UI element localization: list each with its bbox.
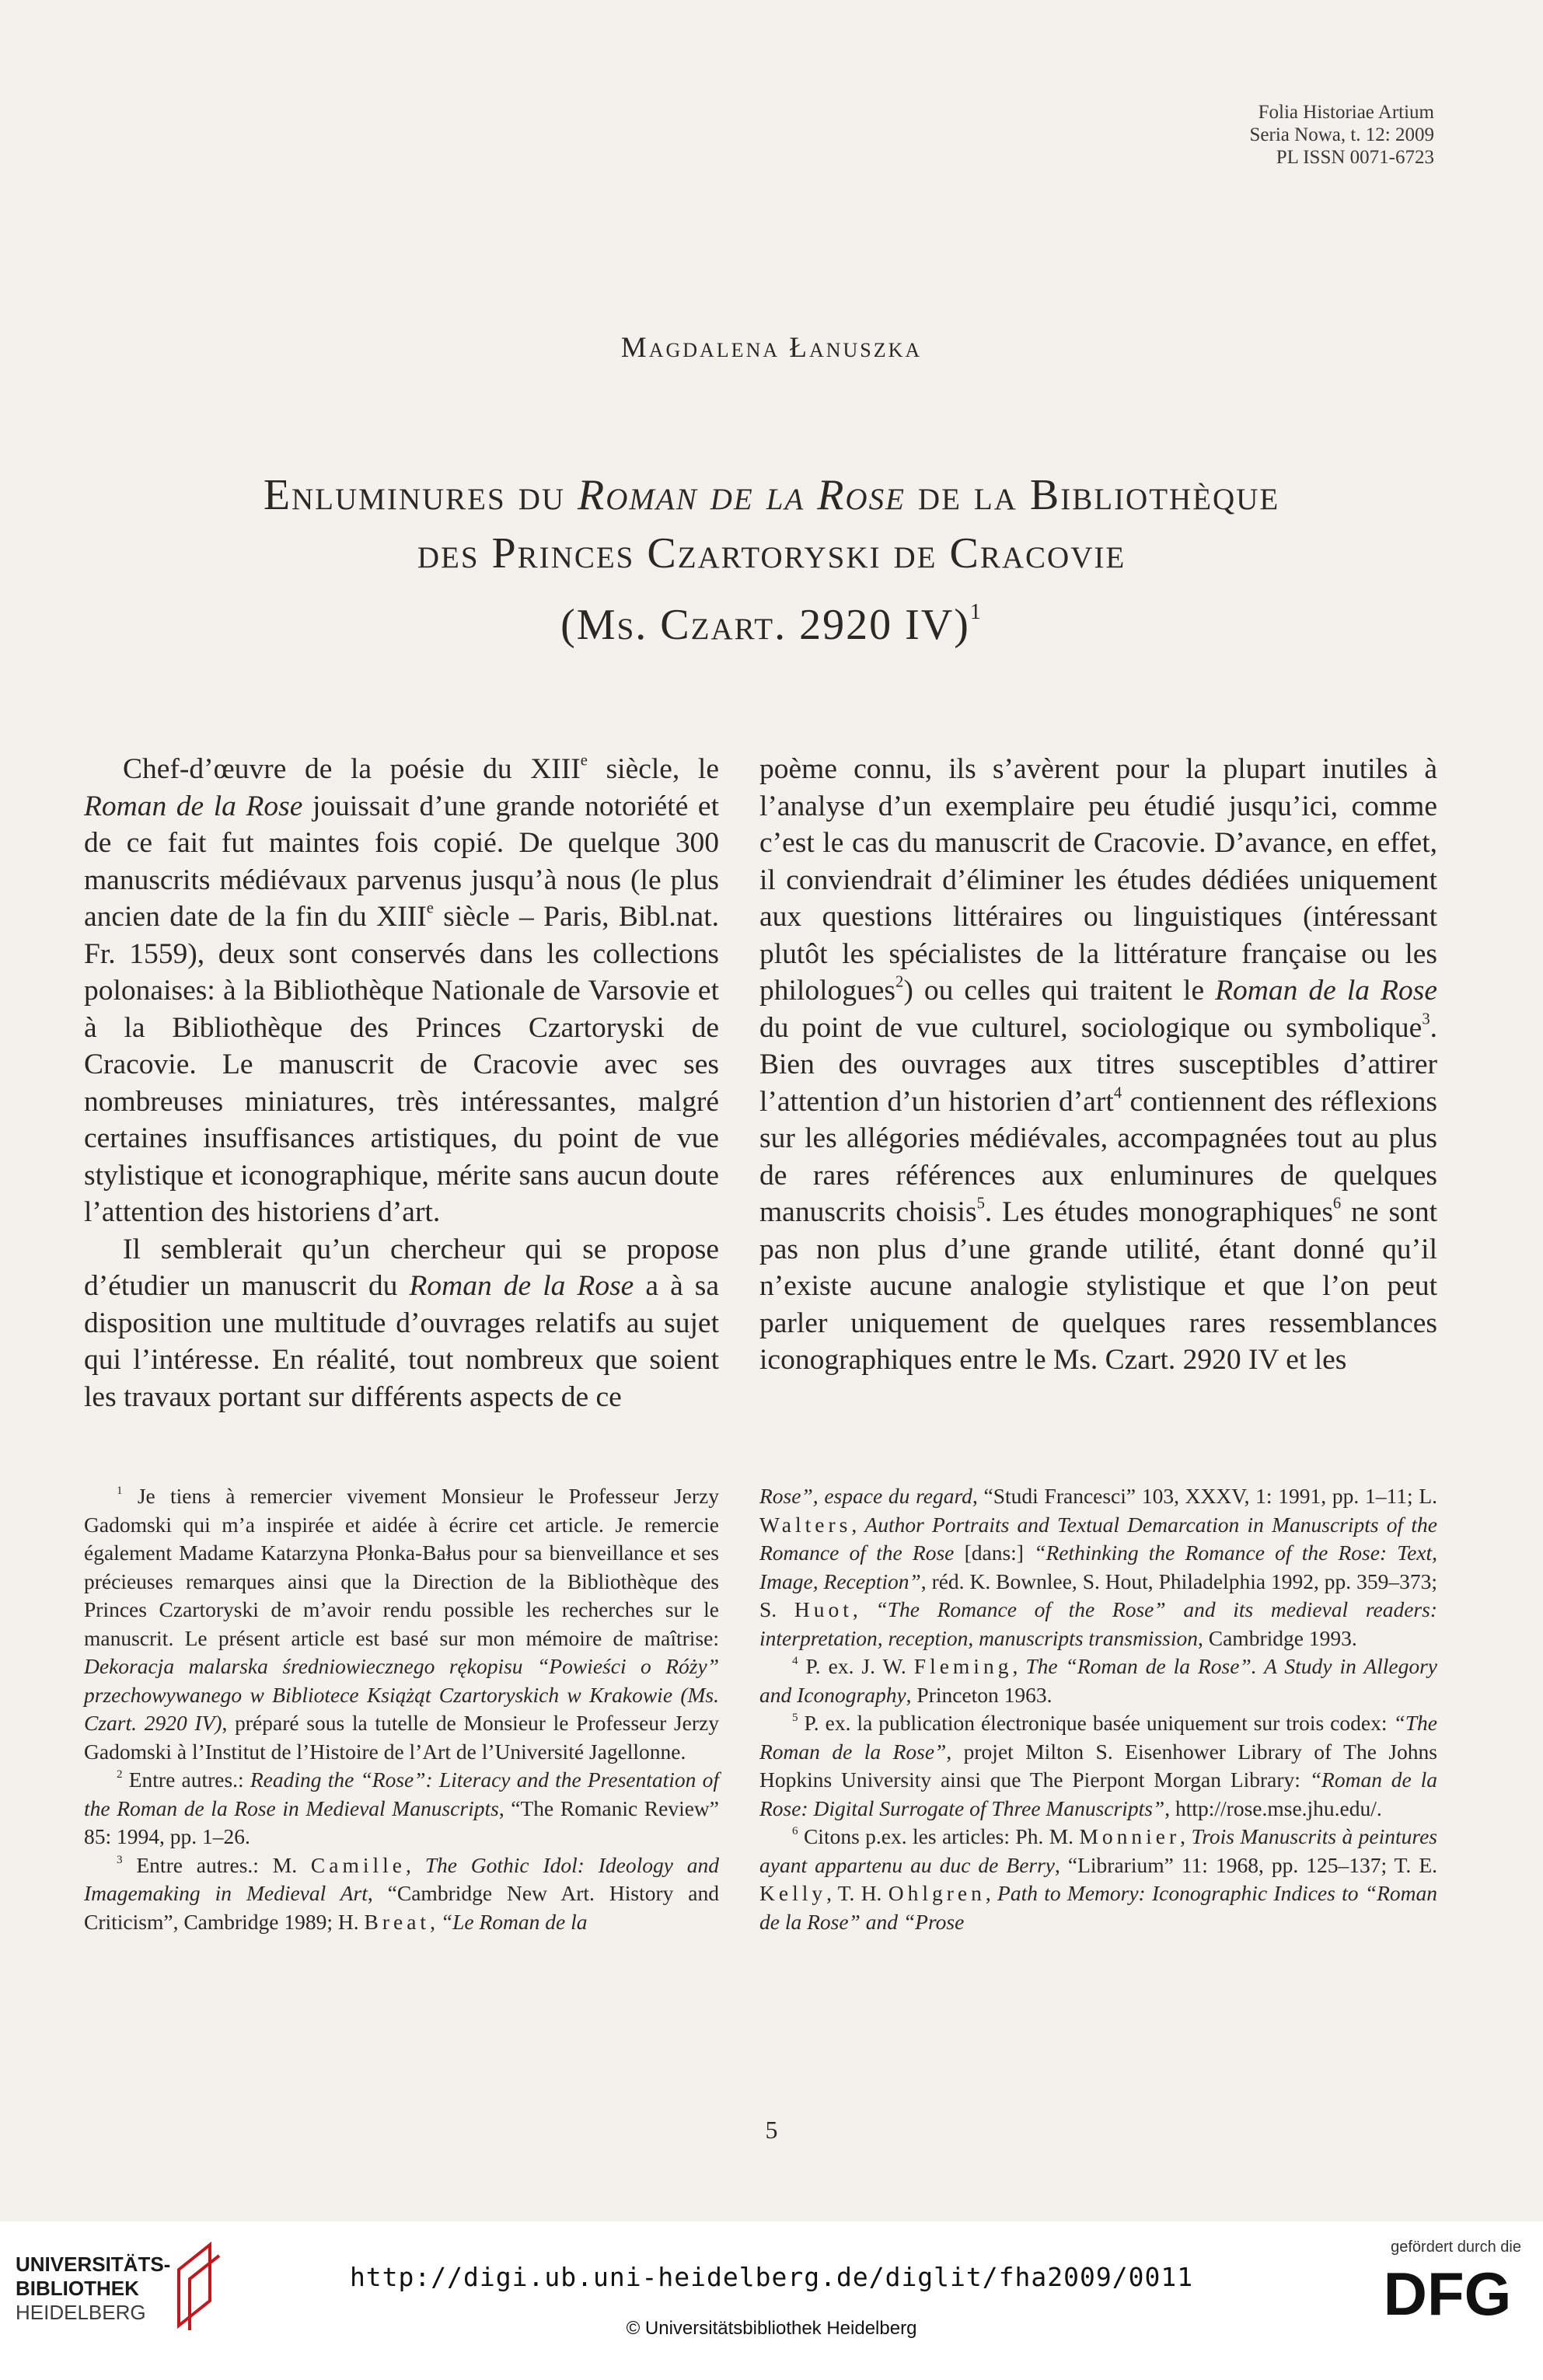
footnote-6: $^6$ Citons p.ex. les articles: Ph. M. Monnier, Trois Manuscrits à peintures ayant appartenu au duc de Berry, “Librarium” 11: 1968, pp. 125–137; T. E. Kelly, T. H. Ohlgren, Path to Memory: Iconographic Indices to “Roman de la Rose” and “Prose [759,1824,1438,1934]
svg-text:DFG: DFG [1383,2262,1512,2324]
footnote-ref-6[interactable]: 6 [1332,1195,1342,1213]
library-name-line-3: HEIDELBERG [16,2301,146,2324]
footnotes-left [84,1482,719,1936]
footnote-5: $^5$ P. ex. la publication électronique basée uniquement sur trois codex: “The Roman de la Rose”, projet Milton S. Eisenhower Library of The Johns Hopkins University ainsi que The Pierpont Morgan Library: “Roman de la Rose: Digital Surrogate of Three Manuscripts”, http://rose.mse.jhu.edu/. [759,1711,1437,1820]
footnote-3: $^3$ Entre autres.: M. Camille, The Gothic Idol: Ideology and Imagemaking in Medieval Art, “Cambridge New Art. History and Criticism”, Cambridge 1989; H. Breat, “Le Roman de la [84,1852,720,1934]
copyright-notice: © Universitätsbibliothek Heidelberg [626,2318,917,2339]
library-name-line-1: UNIVERSITÄTS- [16,2253,171,2276]
article-title [0,466,1543,654]
footnote-ref-5[interactable]: 5 [976,1195,985,1213]
body-column-left [84,751,719,1415]
paragraph-1: Chef-d’œuvre de la poésie du XIIIe siècle, le Roman de la Rose jouissait d’une grande notoriété et de ce fait fut maintes fois copié. De quelque 300 manuscrits médiévaux parvenus jusqu’à nous (le plus ancien date de la fin du XIIIe siècle – Paris, Bibl.nat. Fr. 1559), deux sont conservés dans les collections polonaises: à la Bibliothèque Nationale de Varsovie et à la Bibliothèque des Princes Czartoryski de Cracovie. Le manuscrit de Cracovie avec ses nombreuses miniatures, très intéressantes, malgré certaines insuffisances artistiques, du point de vue stylistique et iconographique, mérite sans aucun doute l’attention des historiens d’art. [84,752,719,1228]
journal-series: Seria Nowa, t. 12: 2009 [1249,124,1434,145]
title-line-2: des Princes Czartoryski de Cracovie [417,529,1126,578]
journal-issn: PL ISSN 0071-6723 [1276,147,1434,168]
footnote-4: $^4$ P. ex. J. W. Fleming, The “Roman de la Rose”. A Study in Allegory and Iconography, Princeton 1963. [759,1654,1438,1707]
footnotes-right [759,1482,1437,1936]
footnote-ref-4[interactable]: 4 [1113,1084,1122,1101]
paragraph-2: Il semblerait qu’un chercheur qui se propose d’étudier un manuscrit du Roman de la Rose a à sa disposition une multitude d’ouvrages relatifs au sujet qui l’intéresse. En réalité, tout nombreux que soient les travaux portant sur différents aspects de ce [84,1233,719,1413]
footnote-3-continued: Rose”, espace du regard, “Studi Francesci” 103, XXXV, 1: 1991, pp. 1–11; L. Walters, Author Portraits and Textual Demarcation in Manuscripts of the Romance of the Rose [dans:] “Rethinking the Romance of the Rose: Text, Image, Reception”, réd. K. Bownlee, S. Hout, Philadelphia 1992, pp. 359–373; S. Huot, “The Romance of the Rose” and its medieval readers: interpretation, reception, manuscripts transmission, Cambridge 1993. [759,1484,1438,1650]
permalink-url[interactable]: http://digi.ub.uni-heidelberg.de/diglit/fha2009/0011 [349,2262,1194,2292]
journal-name: Folia Historiae Artium [1258,102,1434,123]
funding-label: gefördert durch die [1391,2239,1521,2256]
dfg-logo-icon[interactable] [1374,2262,1521,2324]
footnote-ref-2[interactable]: 2 [895,973,904,991]
title-footnote-ref[interactable]: 1 [969,600,983,624]
title-line-1: Enluminures du Roman de la Rose de la Bibliothèque [263,471,1280,519]
body-column-right [759,751,1437,1379]
digitization-footer [0,2221,1543,2380]
library-name-line-2: BIBLIOTHEK [16,2277,139,2300]
footnote-2: $^2$ Entre autres.: Reading the “Rose”: Literacy and the Presentation of the Roman de la Rose in Medieval Manuscripts, “The Romanic Review” 85: 1994, pp. 1–26. [84,1768,719,1848]
journal-info [1250,101,1434,169]
title-line-3: (Ms. Czart. 2920 IV)$^1$ [560,600,983,649]
footnote-ref-3[interactable]: 3 [1422,1010,1430,1028]
page-number: 5 [765,2116,778,2144]
article-author: Magdalena Łanuszka [620,332,923,364]
paragraph-2-continued: poème connu, ils s’avèrent pour la plupart inutiles à l’analyse d’un exemplaire peu étudié jusqu’ici, comme c’est le cas du manuscrit de Cracovie. D’avance, en effet, il conviendrait d’éliminer les études dédiées uniquement aux questions littéraires ou linguistiques (intéressant plutôt les spécialistes de la littérature française ou les philologues$^2$) ou celles qui traitent le Roman de la Rose du point de vue culturel, sociologique ou symbolique$^3$. Bien des ouvrages aux titres susceptibles d’attirer l’attention d’un historien d’art$^4$ contiennent des réflexions sur les allégories médiévales, accompagnées tout au plus de rares références aux enluminures de quelques manuscrits choisis$^5$. Les études monographiques$^6$ ne sont pas non plus d’une grande utilité, étant donné qu’il n’existe aucune analogie stylistique et que l’on peut parler uniquement de quelques rares ressemblances iconographiques entre le Ms. Czart. 2920 IV et les [759,753,1437,1376]
footnote-1: $^1$ Je tiens à remercier vivement Monsieur le Professeur Jerzy Gadomski qui m’a inspirée et aidée à écrire cet article. Je remercie également Madame Katarzyna Płonka-Bałus pour sa bienveillance et ses précieuses remarques ainsi que la Direction de la Bibliothèque des Princes Czartoryski de m’avoir rendu possible les recherches sur le manuscrit. Le présent article est basé sur mon mémoire de maîtrise: Dekoracja malarska średniowiecznego rękopisu “Powieści o Róży” przechowywanego w Bibliotece Książąt Czartoryskich w Krakowie (Ms. Czart. 2920 IV), préparé sous la tutelle de Monsieur le Professeur Jerzy Gadomski à l’Institut de l’Histoire de l’Art de l’Université Jagellonne. [84,1484,719,1764]
